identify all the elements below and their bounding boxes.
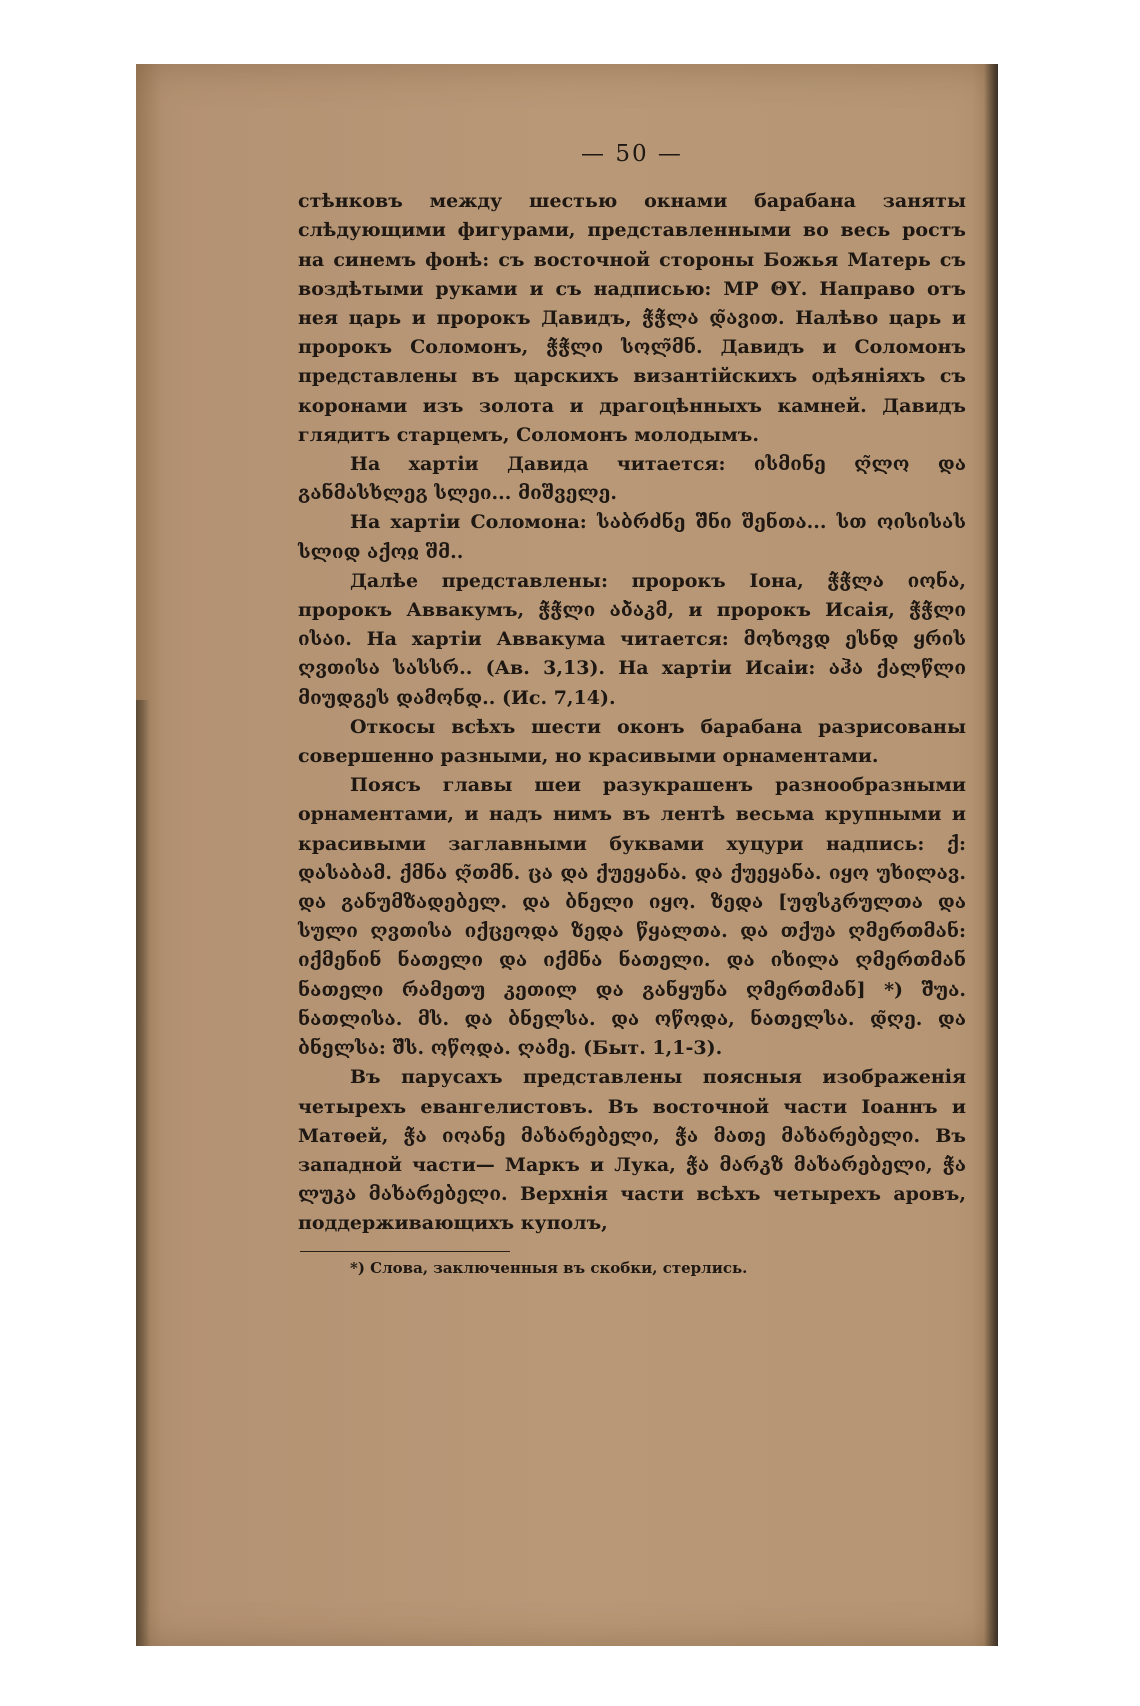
page-shadow-right <box>984 64 998 1646</box>
paragraph-solomon-scroll: На хартiи Соломона: საბრძნე შ̃ნი შენთა... სთ ოისისას სლიდ აქოჲ შმ.. <box>298 511 966 563</box>
paragraph-evangelists: Въ парусахъ представлены поясныя изображенiя четырехъ евангелистовъ. Въ восточной части Iоаннъ и Матѳей, ჭ̃ა იოანე მახარებელი, ჭ̃ა მათე მახარებელი. Въ западной части— Маркъ и Лука, ჭ̃ა მარკზ მახარებელი, ჭ̃ა ლუკა მახარებელი. Верхнiя части всѣхъ четырехъ аровъ, поддерживающихъ куполъ, <box>298 1066 966 1235</box>
footnote: *) Слова, заключенныя въ скобки, стерлись. <box>350 1258 748 1277</box>
footnote-divider <box>300 1251 510 1252</box>
paragraph-window-slopes: Откосы всѣхъ шести оконъ барабана разрисованы совершенно разными, но красивыми орнаментами. <box>298 715 966 768</box>
page-number: — 50 — <box>581 141 683 167</box>
page-shadow-left <box>136 700 150 1646</box>
paragraph-figures-of-drum: стѣнковъ между шестью окнами барабана заняты слѣдующими фигурами, представленными во весь ростъ на синемъ фонѣ: съ восточной стороны Божья Матерь съ воздѣтыми руками и съ надписью: МР ΘΥ. Направо отъ нея царь и пророкъ Давидъ, ჭ̃ჭ̃ლა დ̃ავით. Налѣво царь и пророкъ Соломонъ, ჭ̃ჭ̃ლი სოლ̃მნ. Давидъ и Соломонъ представлены въ царскихъ византiйскихъ одѣянiяхъ съ коронами изъ золота и драгоцѣнныхъ камней. Давидъ глядитъ старцемъ, Соломонъ молодымъ. <box>298 190 966 446</box>
paragraph-neck-inscription: Поясъ главы шеи разукрашенъ разнообразными орнаментами, и надъ нимъ въ лентѣ весьма крупными и красивыми заглавными буквами хуцури надпись: ქ: დასაბამ. ქმნა ღ̃თმნ. ცა და ქუეყანა. და ქუეყანა. იყო უხილავ. და განუმზადებელ. და ბნელი იყო. ზედა [უფსკრულთა და სული ღვთისა იქცეოდა ზედა წყალთა. და თქუა ღმერთმან: იქმენინ ნათელი და იქმნა ნათელი. და იხილა ღმერთმან ნათელი რამეთუ კეთილ და განყუნა ღმერთმან] *) შ̃უა. ნათლისა. მს. და ბნელსა. და ოწოდა, ნათელსა. დ̃ღე. და ბნელსა: შ̃ს. ოწოდა. ღამე. (Быт. 1,1-3). <box>298 774 966 1060</box>
paragraph-david-scroll: На хартiи Давида читается: ისმინე ღ̃ლო და განმასხლეგ სლეი... მიშველე. <box>298 453 966 505</box>
paragraph-prophets: Далѣе представлены: пророкъ Iона, ჭ̃ჭ̃ლა იონა, пророкъ Аввакумъ, ჭ̃ჭ̃ლი აბ̃აკმ, и пророкъ Исаiя, ჭ̃ჭ̃ლი ისაი. На хартiи Аввакума читается: მოხოვდ ესნდ ყრის ღვთისა სასსრ.. (Ав. 3,13). На хартiи Исаiи: აჰა ქალწლი მიუდგეს დამონდ.. (Ис. 7,14). <box>298 569 966 709</box>
document-page <box>298 140 966 1278</box>
